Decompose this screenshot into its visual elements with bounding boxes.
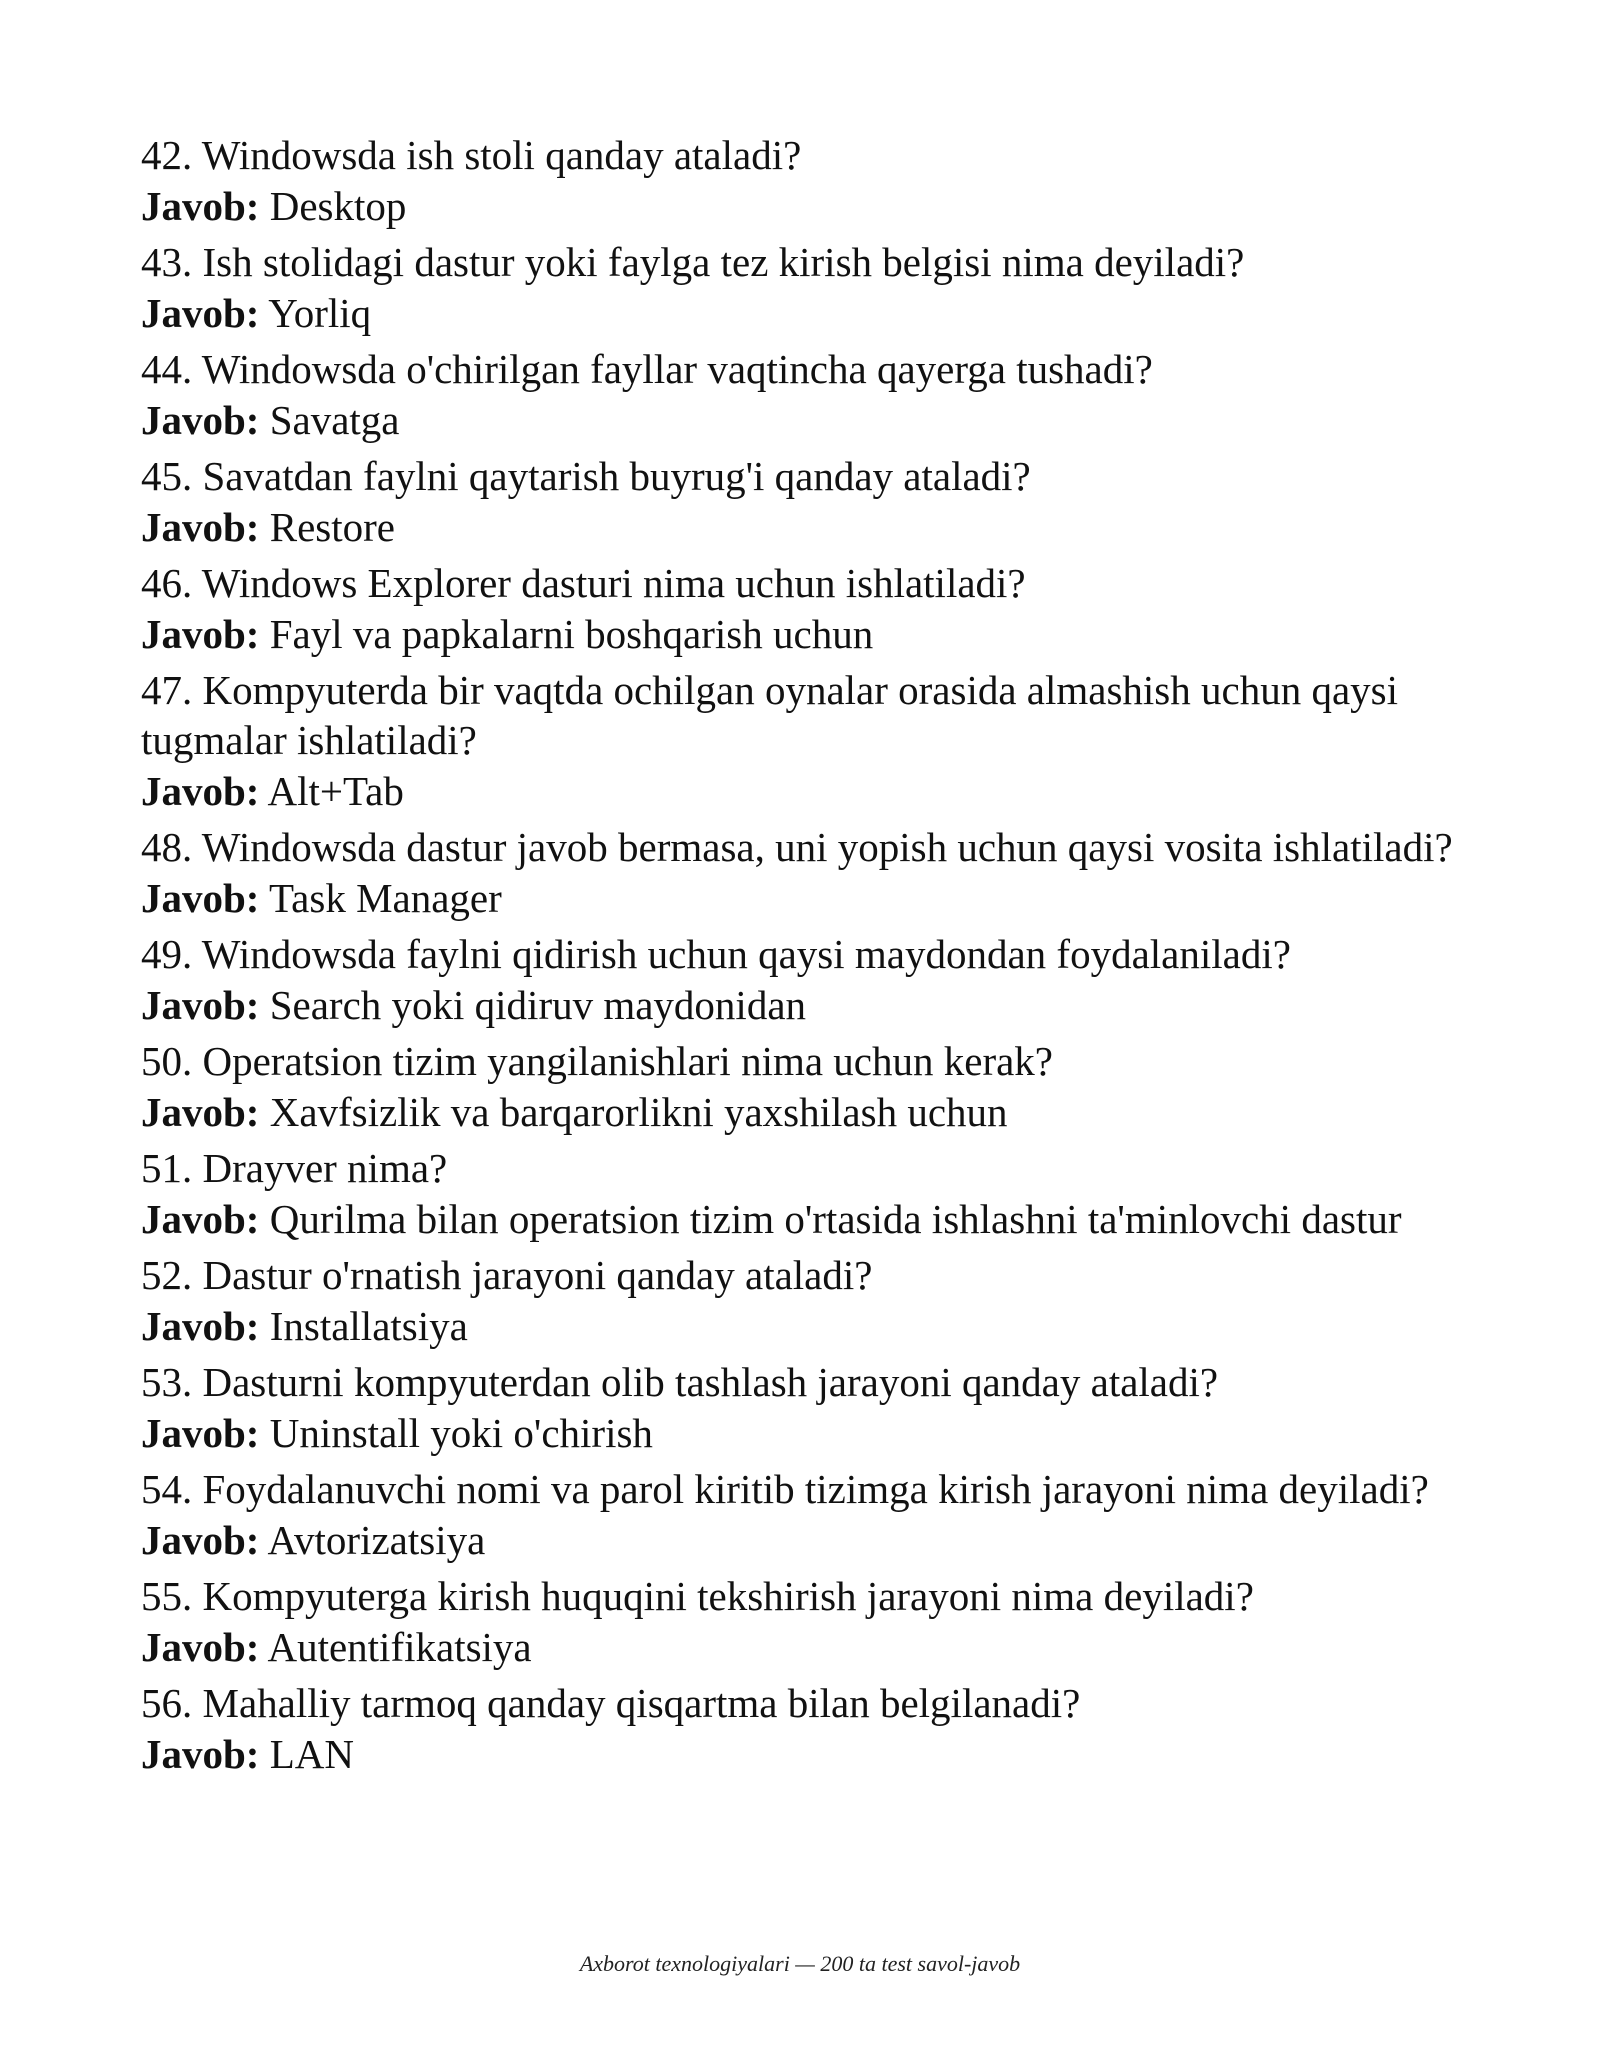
answer-line (141, 1193, 1471, 1246)
answer-label: Javob: (141, 290, 260, 336)
answer-label: Javob: (141, 875, 260, 921)
answer-label: Javob: (141, 1303, 260, 1349)
question-text: 51. Drayver nima? (141, 1145, 448, 1191)
answer-text: Xavfsizlik va barqarorlikni yaxshilash uchun (269, 1089, 1008, 1135)
answer-line (141, 1407, 1471, 1460)
qa-item (141, 451, 1471, 554)
answer-text: Qurilma bilan operatsion tizim o'rtasida ishlashni ta'minlovchi dastur (269, 1196, 1402, 1242)
qa-item (141, 237, 1471, 340)
question-text: 50. Operatsion tizim yangilanishlari nima uchun kerak? (141, 1038, 1053, 1084)
answer-label: Javob: (141, 1517, 260, 1563)
qa-item (141, 1036, 1471, 1139)
answer-line (141, 1728, 1471, 1781)
qa-item (141, 344, 1471, 447)
answer-label: Javob: (141, 1624, 260, 1670)
question-text: 44. Windowsda o'chirilgan fayllar vaqtincha qayerga tushadi? (141, 346, 1153, 392)
question-text: 49. Windowsda faylni qidirish uchun qaysi maydondan foydalaniladi? (141, 931, 1291, 977)
answer-text: Fayl va papkalarni boshqarish uchun (269, 611, 874, 657)
answer-label: Javob: (141, 982, 260, 1028)
answer-label: Javob: (141, 1196, 260, 1242)
qa-item (141, 1678, 1471, 1781)
qa-item (141, 929, 1471, 1032)
answer-line (141, 979, 1471, 1032)
question-text: 52. Dastur o'rnatish jarayoni qanday ataladi? (141, 1252, 873, 1298)
answer-text: Avtorizatsiya (267, 1517, 486, 1563)
answer-label: Javob: (141, 183, 260, 229)
question-text: 42. Windowsda ish stoli qanday ataladi? (141, 132, 802, 178)
qa-item (141, 130, 1471, 233)
answer-text: Desktop (269, 183, 407, 229)
answer-text: Installatsiya (269, 1303, 468, 1349)
document-body (141, 130, 1471, 1785)
qa-item (141, 1250, 1471, 1353)
answer-line (141, 394, 1471, 447)
question-text: 45. Savatdan faylni qaytarish buyrug'i qanday ataladi? (141, 453, 1031, 499)
answer-line (141, 501, 1471, 554)
answer-text: Savatga (269, 397, 400, 443)
answer-line (141, 287, 1471, 340)
qa-item (141, 1571, 1471, 1674)
answer-label: Javob: (141, 504, 260, 550)
answer-label: Javob: (141, 397, 260, 443)
qa-item (141, 665, 1471, 818)
answer-text: Uninstall yoki o'chirish (269, 1410, 653, 1456)
question-text: 43. Ish stolidagi dastur yoki faylga tez kirish belgisi nima deyiladi? (141, 239, 1245, 285)
answer-line (141, 1621, 1471, 1674)
answer-label: Javob: (141, 1410, 260, 1456)
answer-line (141, 765, 1471, 818)
qa-item (141, 1464, 1471, 1567)
answer-label: Javob: (141, 768, 260, 814)
qa-item (141, 822, 1471, 925)
answer-label: Javob: (141, 1731, 260, 1777)
answer-text: Autentifikatsiya (267, 1624, 532, 1670)
question-text: 47. Kompyuterda bir vaqtda ochilgan oynalar orasida almashish uchun qaysi tugmalar ishlatiladi? (141, 667, 1399, 763)
answer-line (141, 872, 1471, 925)
question-text: 55. Kompyuterga kirish huquqini tekshirish jarayoni nima deyiladi? (141, 1573, 1254, 1619)
answer-line (141, 180, 1471, 233)
page-footer: Axborot texnologiyalari — 200 ta test savol-javob (579, 1951, 1021, 1976)
answer-text: Alt+Tab (267, 768, 404, 814)
answer-line (141, 1086, 1471, 1139)
question-text: 56. Mahalliy tarmoq qanday qisqartma bilan belgilanadi? (141, 1680, 1081, 1726)
answer-line (141, 1514, 1471, 1567)
question-text: 48. Windowsda dastur javob bermasa, uni yopish uchun qaysi vosita ishlatiladi? (141, 824, 1453, 870)
question-text: 46. Windows Explorer dasturi nima uchun ishlatiladi? (141, 560, 1026, 606)
question-text: 53. Dasturni kompyuterdan olib tashlash jarayoni qanday ataladi? (141, 1359, 1219, 1405)
answer-text: Task Manager (268, 875, 502, 921)
answer-text: Yorliq (268, 290, 372, 336)
answer-label: Javob: (141, 611, 260, 657)
qa-item (141, 1143, 1471, 1246)
answer-line (141, 608, 1471, 661)
answer-text: Search yoki qidiruv maydonidan (269, 982, 807, 1028)
answer-line (141, 1300, 1471, 1353)
qa-item (141, 558, 1471, 661)
answer-text: LAN (269, 1731, 354, 1777)
question-text: 54. Foydalanuvchi nomi va parol kiritib tizimga kirish jarayoni nima deyiladi? (141, 1466, 1429, 1512)
qa-item (141, 1357, 1471, 1460)
answer-label: Javob: (141, 1089, 260, 1135)
answer-text: Restore (269, 504, 395, 550)
